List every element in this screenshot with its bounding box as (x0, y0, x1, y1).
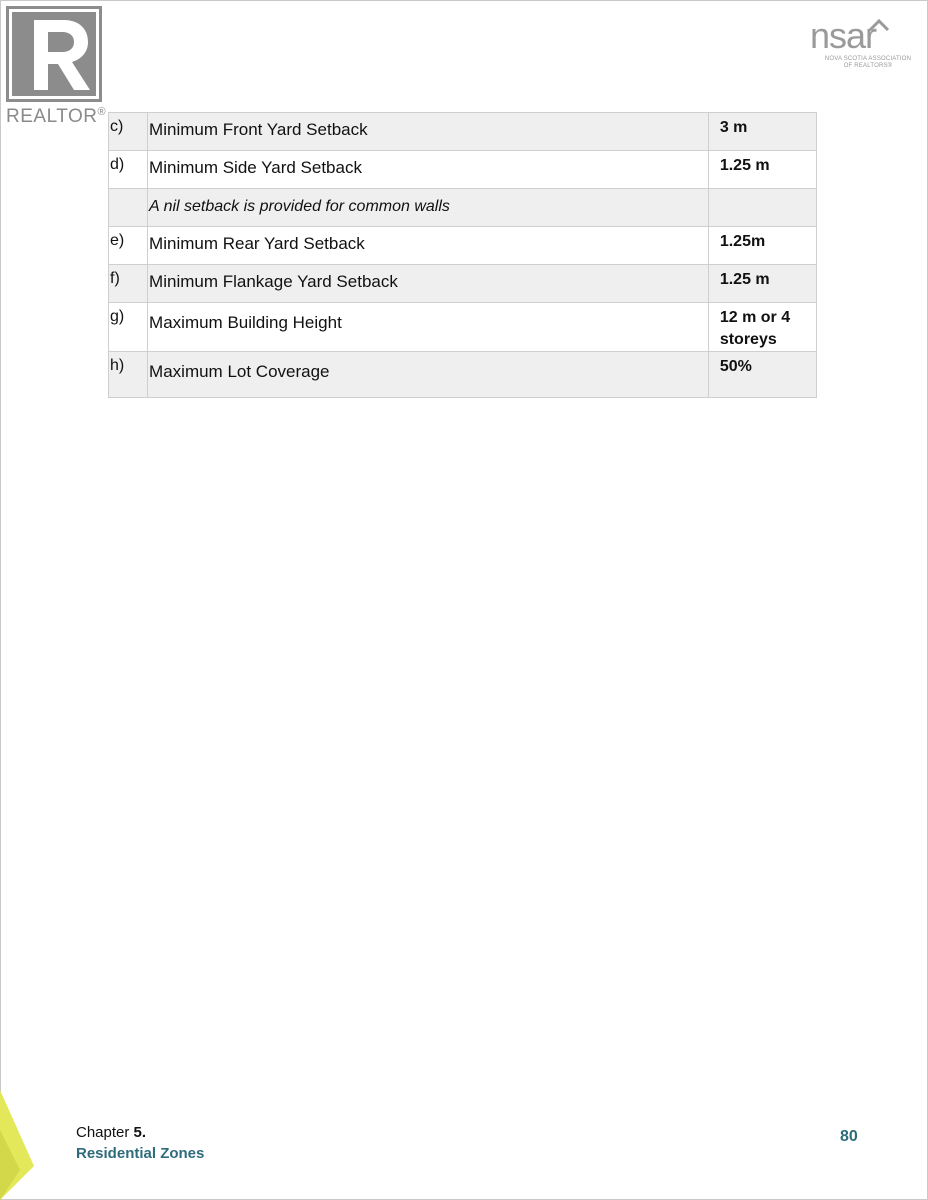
row-value: 50% (708, 352, 816, 398)
footer-chapter: Chapter 5. (76, 1124, 147, 1141)
row-value: 12 m or 4 storeys (708, 303, 816, 352)
page-number: 80 (840, 1128, 858, 1145)
nsar-subtitle: NOVA SCOTIA ASSOCIATION OF REALTORS® (824, 56, 912, 69)
realtor-r-icon (6, 6, 102, 102)
row-letter: f) (109, 265, 148, 303)
table-row (109, 352, 817, 398)
zone-requirements-table (108, 112, 817, 398)
table-row (109, 265, 817, 303)
row-description: Minimum Flankage Yard Setback (148, 265, 709, 303)
table-row (109, 189, 817, 227)
row-note: A nil setback is provided for common walls (148, 189, 709, 227)
row-value: 3 m (708, 113, 816, 151)
row-letter (109, 189, 148, 227)
realtor-logo (4, 4, 108, 128)
row-value: 1.25m (708, 227, 816, 265)
footer-section-title: Residential Zones (76, 1145, 205, 1162)
row-letter: g) (109, 303, 148, 352)
nsar-wordmark: nsar (810, 15, 877, 56)
nsar-logo (806, 14, 922, 74)
row-letter: h) (109, 352, 148, 398)
table-row (109, 303, 817, 352)
row-description: Minimum Side Yard Setback (148, 151, 709, 189)
row-description: Maximum Building Height (148, 303, 709, 352)
realtor-wordmark: REALTOR® (6, 106, 107, 127)
table-row (109, 227, 817, 265)
house-roof-icon (868, 18, 890, 32)
row-letter: d) (109, 151, 148, 189)
row-letter: c) (109, 113, 148, 151)
row-value: 1.25 m (708, 151, 816, 189)
table-row (109, 151, 817, 189)
row-description: Minimum Front Yard Setback (148, 113, 709, 151)
row-description: Minimum Rear Yard Setback (148, 227, 709, 265)
row-value (708, 189, 816, 227)
row-description: Maximum Lot Coverage (148, 352, 709, 398)
side-accent-shape (0, 1090, 40, 1200)
row-value: 1.25 m (708, 265, 816, 303)
row-letter: e) (109, 227, 148, 265)
table-row (109, 113, 817, 151)
